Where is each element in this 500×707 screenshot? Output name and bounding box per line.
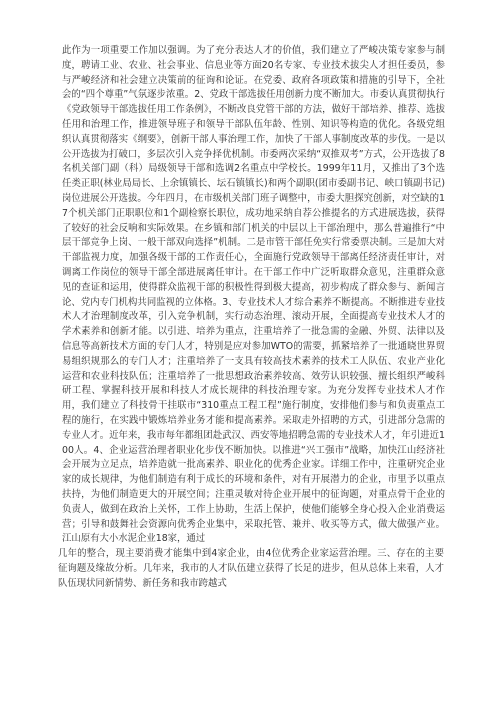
document-body — [58, 44, 445, 591]
body-paragraph: 此作为一项重要工作加以强调。为了充分表达人才的价值，我们建立了严峻决策专家参与制度，聘请工业、农业、社会事业、信息业等方面20名专家、专业技术拔尖人才担任委员，参与严峻经济和社会建立决策前的征询和论证。在党委、政府各项政策和措施的引导下，全社会的“四个尊重”气氛逐步浓重。2、党政干部选拔任用创新力度不断加大。市委认真贯彻执行《党政领导干部选拔任用工作条例》，不断改良党管干部的方法，做好干部培养、推荐、选拔任用和治理工作，推进领导班子和领导干部队伍年龄、性别、知识等构造的优化。各级党组织认真贯彻落实《纲要》，创新干部人事治理工作，加快了干部人事制度改革的步伐。一是以公开选拔为打破口，多层次引入竞争择优机制。市委两次采纳“双推双考”方式，公开选拔了8名机关部门副（科）局级领导干部和选调2名重点中学校长。1999年11月，又推出了3个选任类正职(林业局局长、上余镇镇长、坛石镇镇长)和两个副职(团市委副书记、峡口镇副书记)岗位进展公开选拔。今年四月，在市级机关部门班子调整中，市委大胆探究创新，对空缺的17个机关部门正职职位和1个副检察长职位，成功地采纳自荐公推提名的方式进展选拔，获得了较好的社会反响和实际效果。在乡镇和部门机关的中层以上干部治理中，那么普遍推行“中层干部竞争上岗、一般干部双向选择”机制。二是市管干部任免实行常委票决制。三是加大对干部监视力度，加强各级干部的工作责任心，全面施行党政领导干部离任经济责任审计，对调离工作岗位的领导干部全部进展离任审计。在干部工作中广泛听取群众意见，注重群众意见的查证和运用，使得群众监视干部的积极性得到极大提高，初步构成了群众参与、新闻言论、党内专门机构共同监视的立体格。3、专业技术人才综合素养不断提高。不断推进专业技术人才治理制度改革，引入竞争机制，实行动态治理、滚动开展，全面提高专业技术人才的学术素养和创新才能。以引进、培养为重点，注重培养了一批急需的金融、外贸、法律以及信息等高新技术方面的专门人才，特别是应对参加WTO的需要，抓紧培养了一批通晓世界贸易组织规那么的专门人才；注重培养了一支具有较高技术素养的技术工人队伍、农业产业化运营和农业科技队伍；注重培养了一批思想政治素养较高、效劳认识较强、擅长组织严峻科研工程、掌握科技开展和科技人才成长规律的科技治理专家。为充分发挥专业技术人才作用，我们建立了科技骨干挂联市“310重点工程工程”施行制度，安排他们参与和负责重点工程的施行，在实践中锻炼培养业务才能和提高素养。采取走外招聘的方式，引进部分急需的专业人才。近年来，我市每年都组团赴武汉、西安等地招聘急需的专业技术人才，年引进近100人。4、企业运营治理者职业化步伐不断加快。以推进“兴工强市”战略，加快江山经济社会开展为立足点，培养造就一批高素养、职业化的优秀企业家。详细工作中，注重研究企业家的成长规律，为他们制造有利于成长的环境和条件，对有开展潜力的企业，市里予以重点扶持，为他们制造更大的开展空间；注重灵敏对待企业开展中的征询题，对重点骨干企业的负责人，做到在政治上关怀，工作上协助，生活上保护，使他们能够全身心投入企业消费运营；引导和鼓舞社会资源向优秀企业集中，采取托管、兼并、收买等方式，做大做强产业。江山原有大小水泥企业18家，通过 — [62, 45, 445, 545]
body-paragraph-continued: 几年的整合，现主要消费才能集中到4家企业，由4位优秀企业家运营治理。三、存在的主要征询题及缘故分析。几年来，我市的人才队伍建立获得了长足的进步，但从总体上来看，人才队伍现状同新情势、新任务和我市跨越式 — [58, 548, 444, 589]
